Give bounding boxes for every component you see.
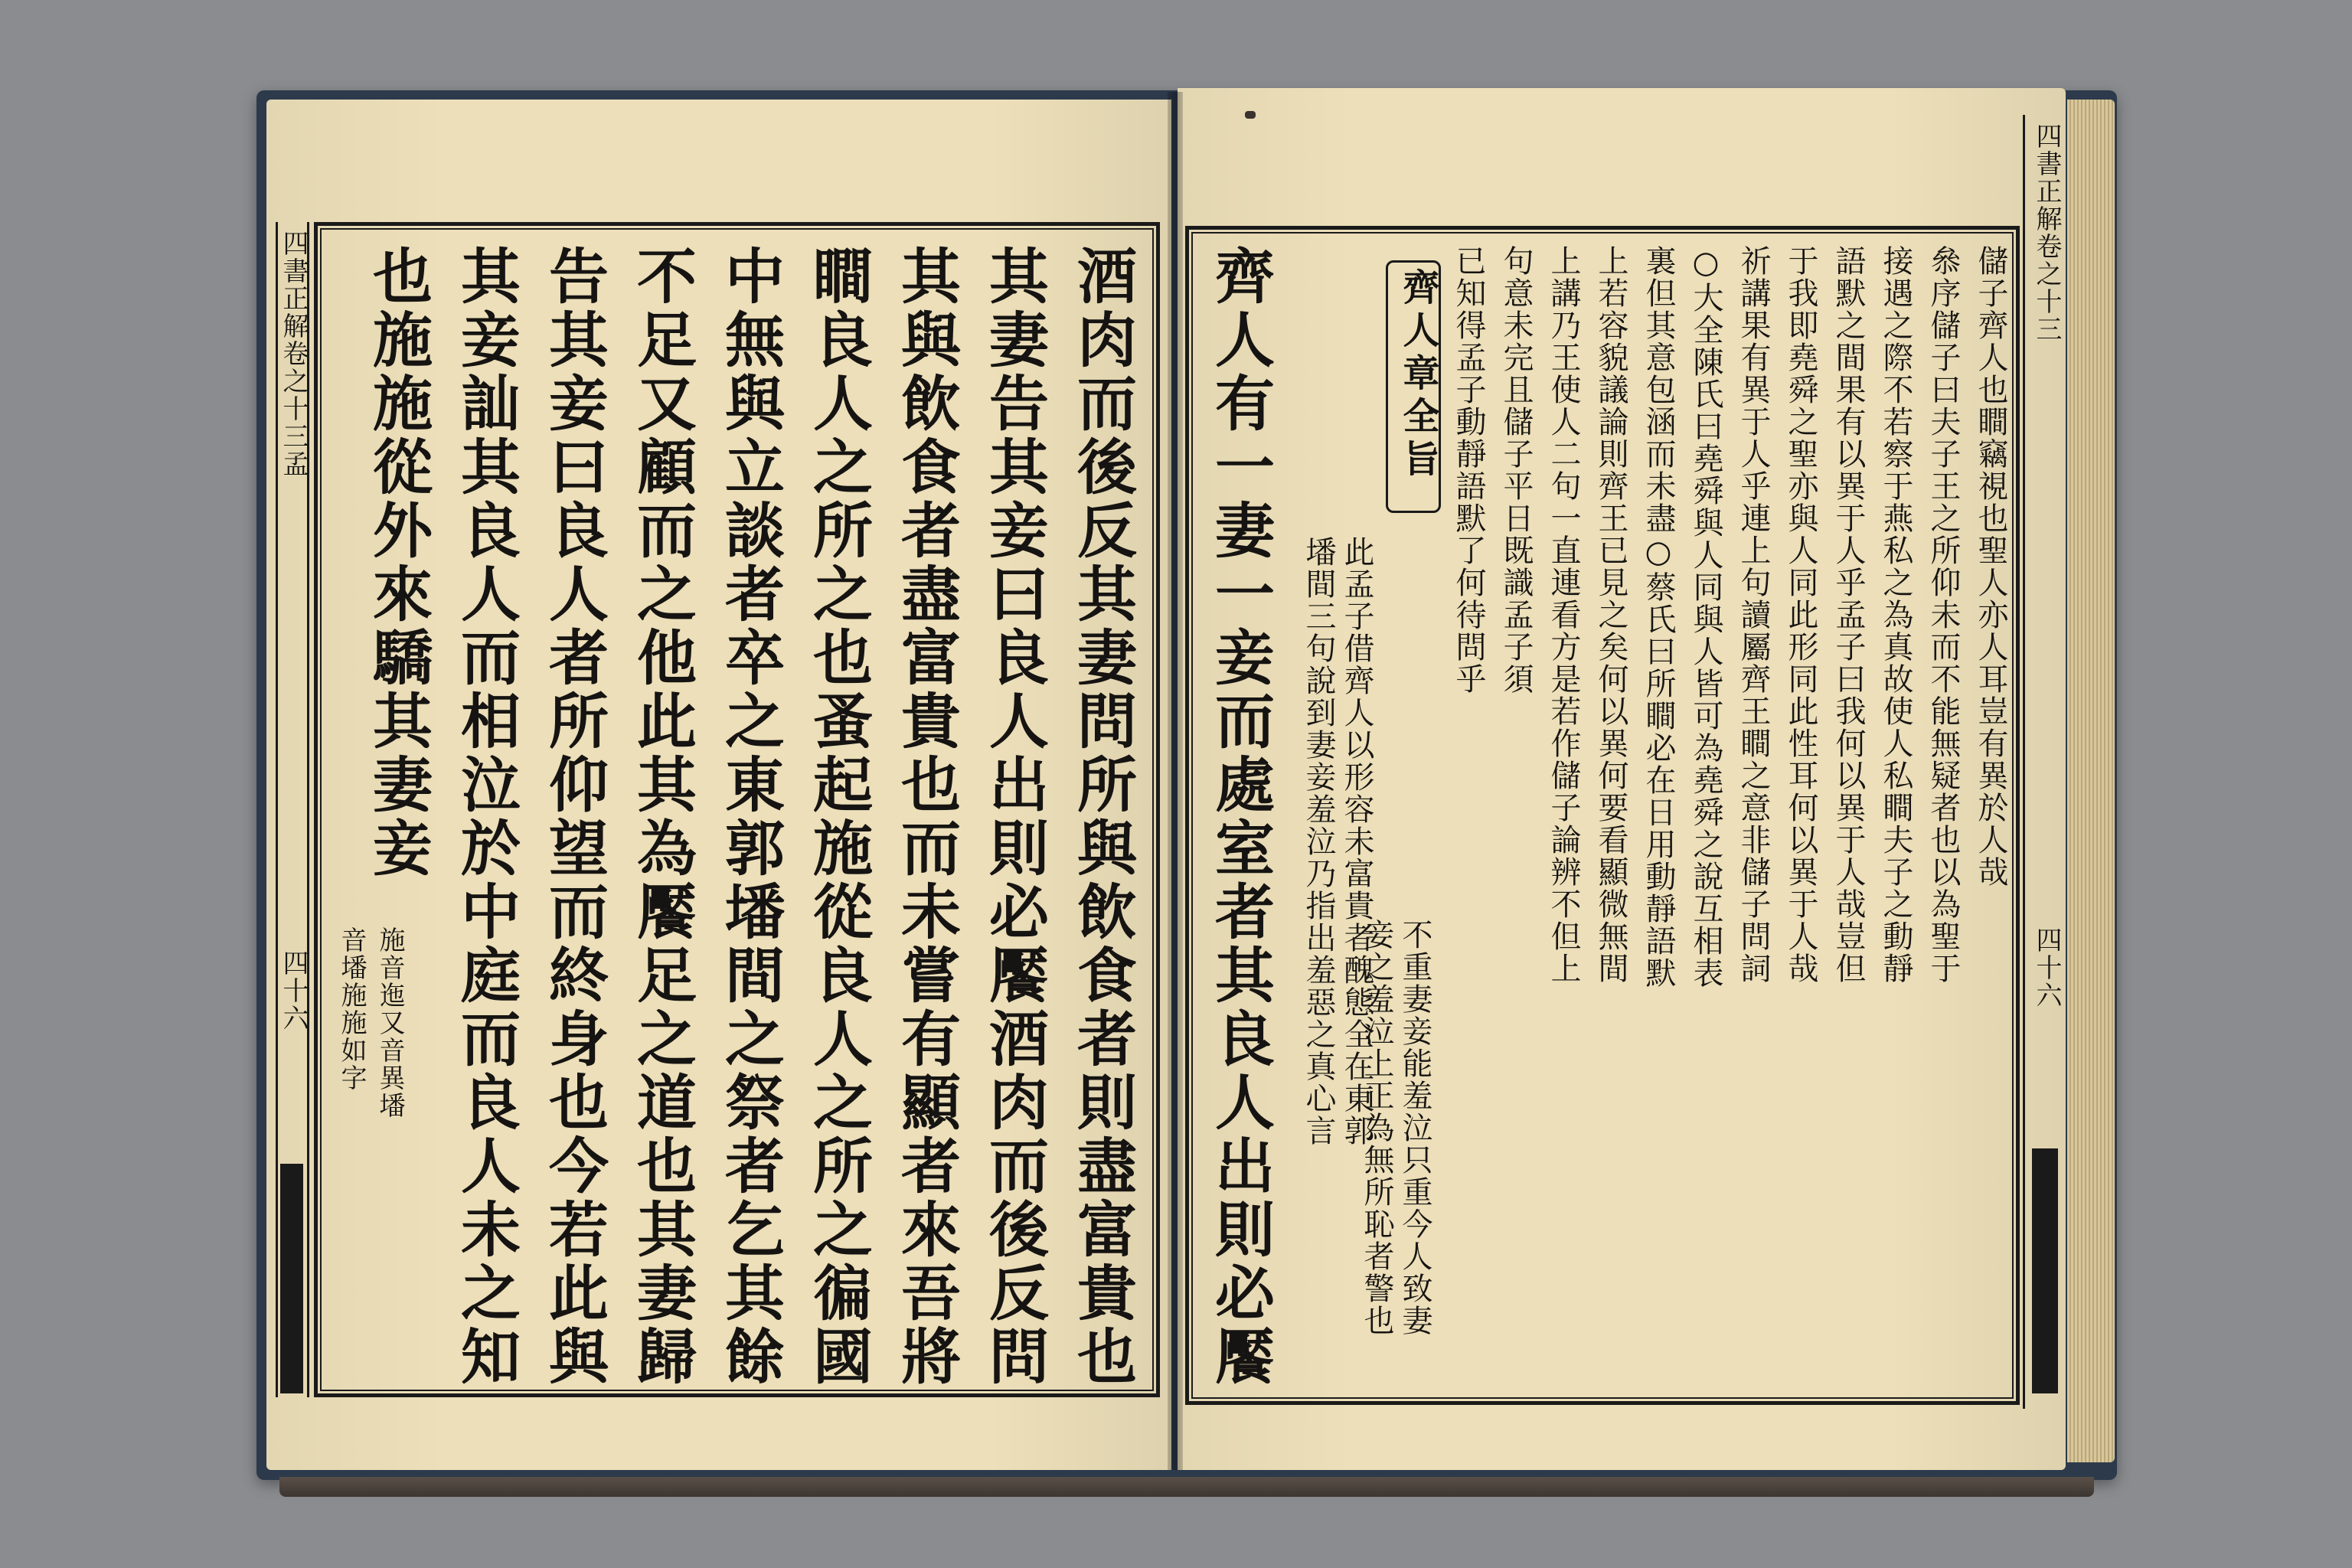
page-fore-edge [2067,100,2115,1462]
left-main-column-2: 其妻告其妾曰良人出則必饜酒肉而後反問 [979,245,1049,1389]
left-main-column-9: 也施施從外來驕其妻妾 [363,245,433,880]
left-main-column-7: 告其妾曰良人者所仰望而終身也今若此與 [539,245,609,1389]
commentary-column-9: 上若容貌議論則齊王已見之矣何以異何要看顯微無間 [1593,245,1628,985]
commentary-column-10: 上講乃王使人二句一直連看方是若作儲子論辨不但上 [1546,245,1581,985]
commentary-column-7: ○大全陳氏曰堯舜與人同與人皆可為堯舜之說互相表 [1688,245,1723,989]
heading-note-1: 此孟子借齊人以形容未富貴者醜態全在東郭 [1339,536,1374,1147]
right-main-column: 齊人有一妻一妾而處室者其良人出則必饜 [1205,245,1275,1389]
heading-note-3: 不重妻妾能羞泣只重今人致妻 [1397,919,1432,1337]
left-main-column-5: 中無與立談者卒之東郭墦間之祭者乞其餘 [715,245,785,1389]
ink-smudge [1245,111,1256,119]
fold-mark-left [280,1164,303,1393]
left-folio: 四十六 [278,949,309,1032]
right-folio: 四十六 [2031,926,2062,1009]
commentary-column-8: 裏但其意包涵而未盡○蔡氏曰所瞷必在日用動靜語默 [1641,245,1676,989]
book-gutter [1168,92,1183,1470]
commentary-column-6: 祈講果有異于人乎連上句讀屬齊王瞷之意非儲子問詞 [1736,245,1771,985]
commentary-column-3: 接遇之際不若察于燕私之為真故使人私瞷夫子之動靜 [1878,245,1913,985]
commentary-column-2: 叅序儲子曰夫子王之所仰未而不能無疑者也以為聖于 [1926,245,1961,985]
left-main-column-4: 瞷良人之所之也蚤起施從良人之所之徧國 [803,245,873,1389]
heading-note-4: 妾之羞泣上正為無所恥者警也 [1359,919,1394,1337]
section-heading: 齊人章全旨 [1396,268,1439,482]
left-main-column-8: 其妾訕其良人而相泣於中庭而良人未之知 [451,245,521,1389]
left-main-column-6: 不足又顧而之他此其為饜足之道也其妻歸 [627,245,697,1389]
left-margin-header: 四書正解卷之十三孟 [278,230,309,478]
left-main-column-1: 酒肉而後反其妻問所與飲食者則盡富貴也 [1067,245,1137,1389]
fold-mark-right [2032,1148,2058,1393]
left-small-note-1: 施音迤又音異墦 [374,926,405,1119]
commentary-column-4: 語默之間果有以異于人乎孟子曰我何以異于人哉豈但 [1831,245,1866,985]
commentary-column-11: 句意未完且儲子平日既識孟子須 [1498,245,1534,695]
right-margin-header: 四書正解卷之十三 [2031,122,2062,343]
commentary-column-1: 儲子齊人也瞷竊視也聖人亦人耳豈有異於人哉 [1973,245,2008,888]
heading-note-2: 墦間三句說到妻妾羞泣乃指出羞惡之真心言 [1301,536,1336,1147]
left-main-column-3: 其與飲食者盡富貴也而未嘗有顯者來吾將 [891,245,961,1389]
commentary-column-5: 于我即堯舜之聖亦與人同此形同此性耳何以異于人哉 [1783,245,1818,985]
left-small-note-2: 音墦施施如字 [336,926,367,1092]
commentary-column-12: 已知得孟子動靜語默了何待問乎 [1451,245,1486,695]
